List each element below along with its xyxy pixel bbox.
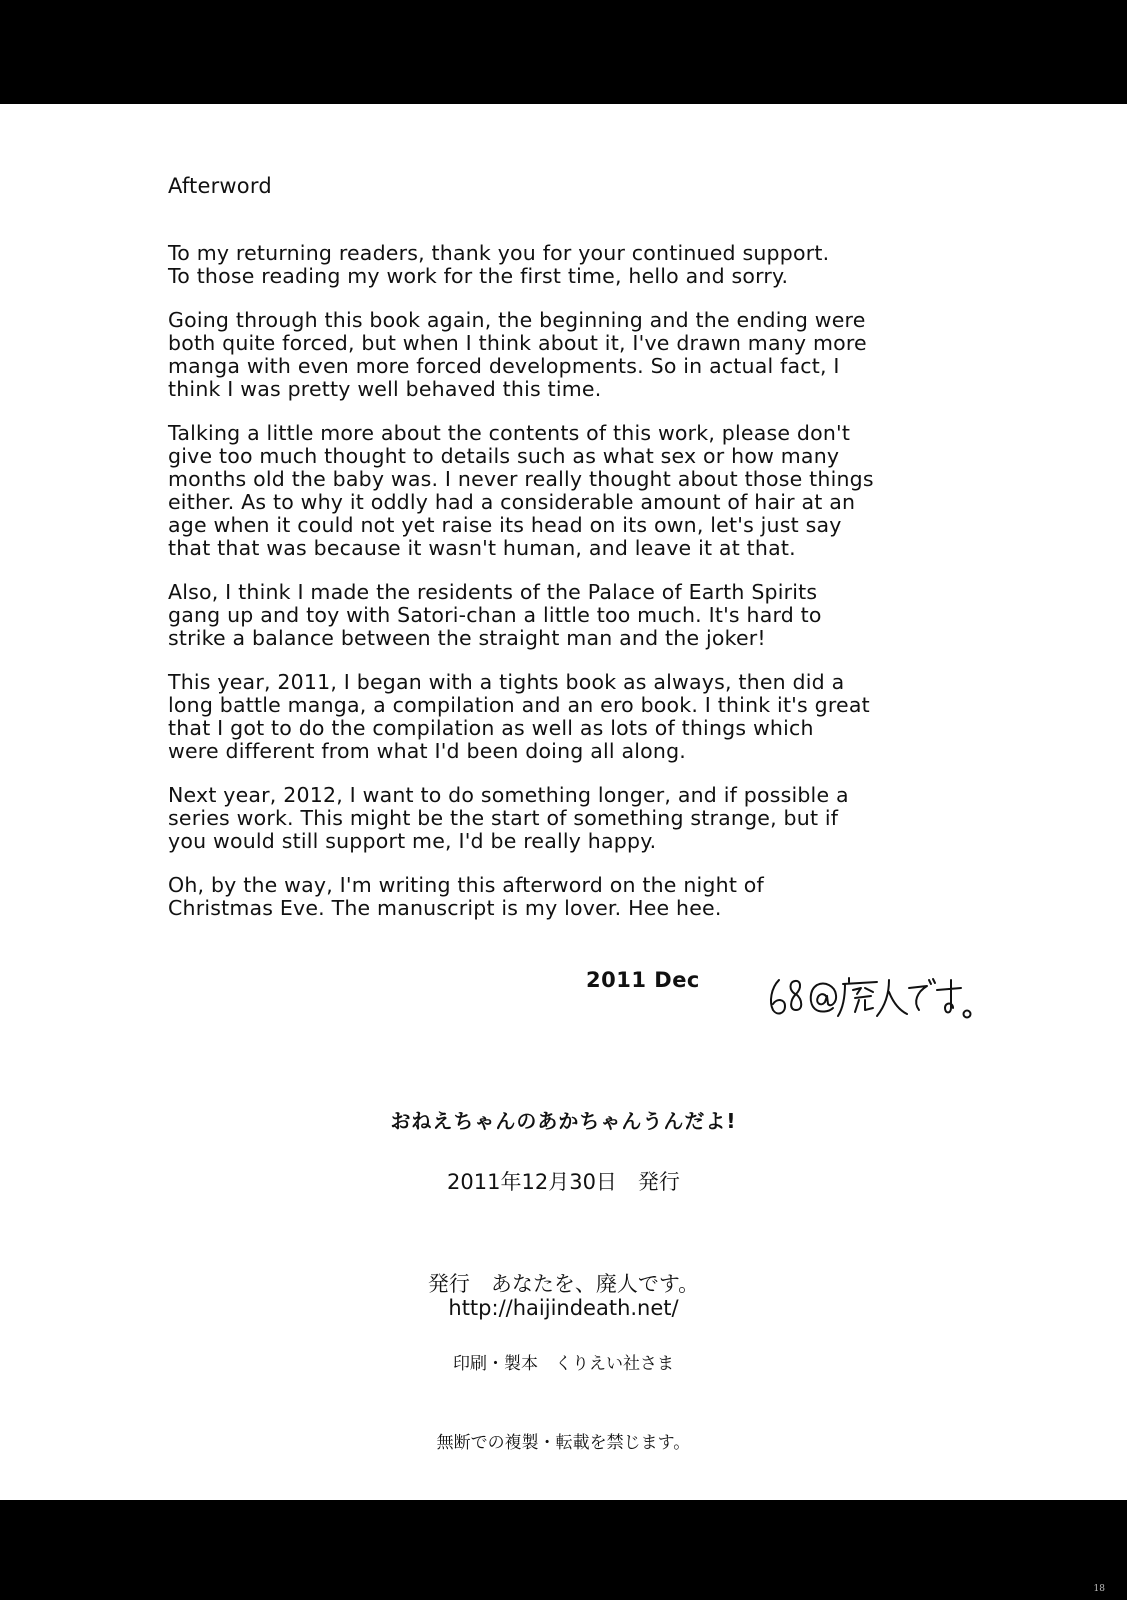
publisher-line: 発行 あなたを、廃人です。: [427, 1272, 700, 1296]
afterword-paragraph: Next year, 2012, I want to do something longer, and if possible a series work. This might be the start of something strange, but if you would still support me, I'd be really happy.: [168, 783, 849, 853]
afterword-date: 2011 Dec: [586, 968, 700, 992]
handwritten-signature: [765, 968, 975, 1028]
afterword-paragraph: Going through this book again, the beginning and the ending were both quite forced, but when I think about it, I've drawn many more manga with even more forced developments. So in actual fact, I think I was pretty well behaved this time.: [168, 308, 867, 401]
page-number: 18: [1093, 1584, 1105, 1594]
afterword-paragraph: Also, I think I made the residents of the Palace of Earth Spirits gang up and toy with Satori-chan a little too much. It's hard to strike a balance between the straight man and the joker!: [168, 580, 822, 650]
printer-line: 印刷・製本 くりえい社さま: [453, 1354, 674, 1374]
bottom-black-bar: [0, 1500, 1127, 1600]
afterword-paragraph: This year, 2011, I began with a tights book as always, then did a long battle manga, a compilation and an ero book. I think it's great that I got to do the compilation as well as lots of things which were different from what I'd been doing all along.: [168, 670, 870, 763]
afterword-paragraph: To my returning readers, thank you for your continued support. To those reading my work for the first time, hello and sorry.: [168, 241, 830, 288]
publication-date: 2011年12月30日 発行: [447, 1170, 680, 1194]
afterword-section: [168, 175, 968, 941]
top-black-bar: [0, 0, 1127, 104]
afterword-paragraph: Talking a little more about the contents of this work, please don't give too much thought to details such as what sex or how many months old the baby was. I never really thought about those things either. As to why it oddly had a considerable amount of hair at an age when it could not yet raise its head on its own, let's just say that that was because it wasn't human, and leave it at that.: [168, 421, 874, 560]
afterword-paragraph: Oh, by the way, I'm writing this afterword on the night of Christmas Eve. The manuscript is my lover. Hee hee.: [168, 873, 764, 920]
copyright-notice: 無断での複製・転載を禁じます。: [436, 1433, 691, 1453]
book-title: おねえちゃんのあかちゃんうんだよ!: [390, 1109, 737, 1133]
publisher-url: http://haijindeath.net/: [448, 1296, 679, 1320]
afterword-heading: Afterword: [168, 174, 272, 198]
